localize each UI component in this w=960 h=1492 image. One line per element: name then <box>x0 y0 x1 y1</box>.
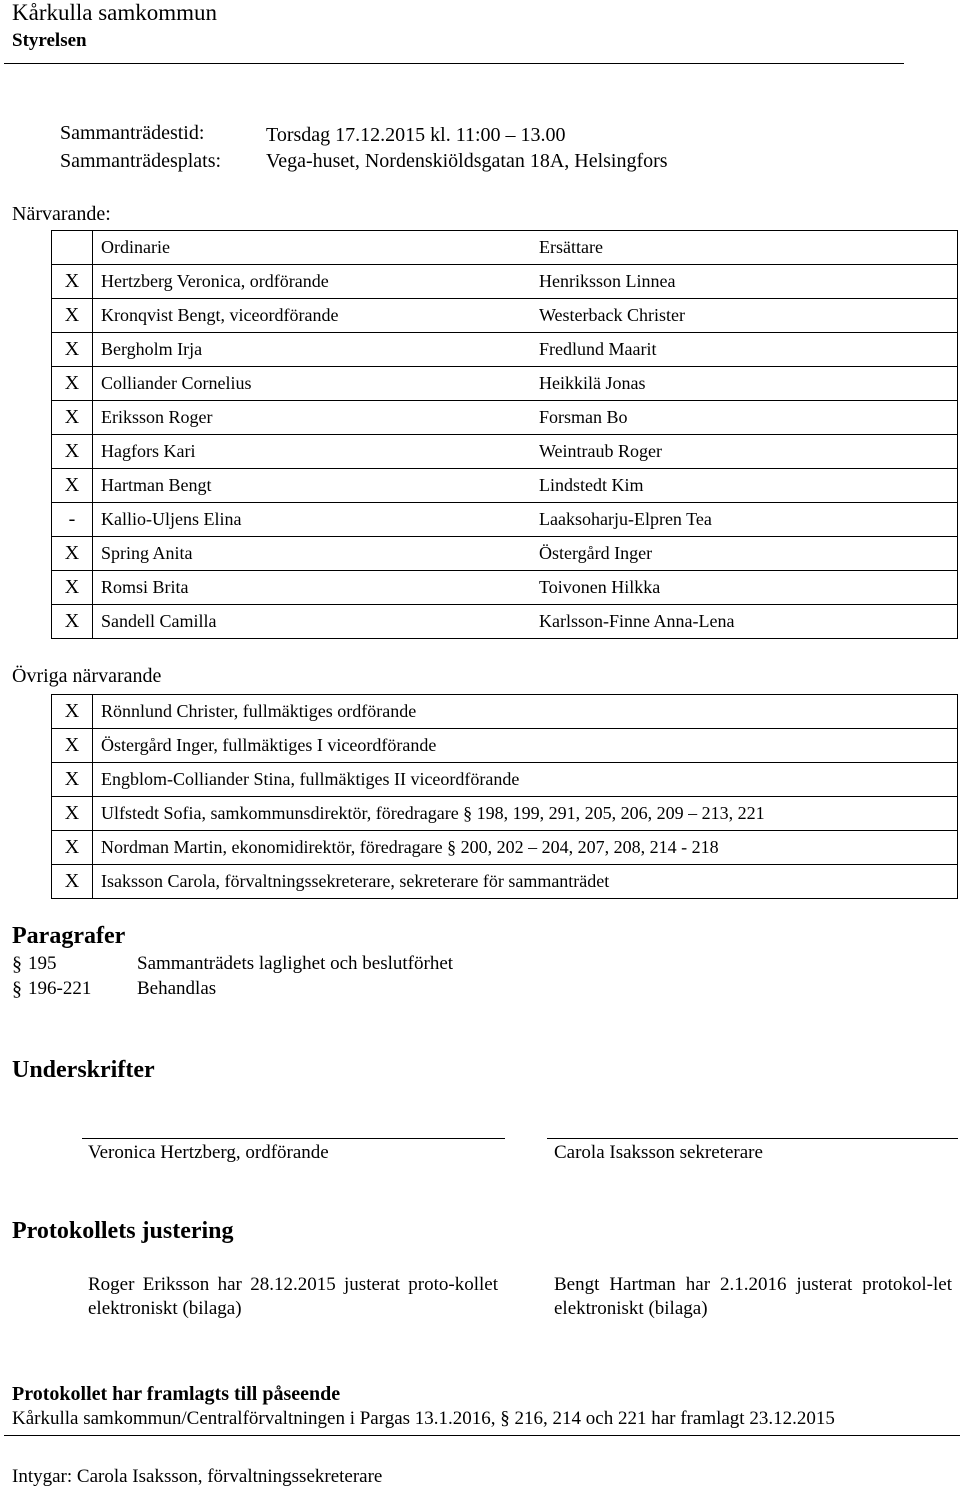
certification-text: Intygar: Carola Isaksson, förvaltningssekreterare <box>12 1466 383 1487</box>
display-text: Kårkulla samkommun/Centralförvaltningen i Pargas 13.1.2016, § 216, 214 och 221 har framlagt 23.12.2015 <box>12 1408 835 1429</box>
others-row <box>52 865 958 899</box>
attendance-row <box>52 265 958 299</box>
footer-divider <box>4 1435 960 1436</box>
attendance-row <box>52 571 958 605</box>
attendance-header-row <box>52 231 958 265</box>
signature-line-left <box>82 1138 505 1139</box>
meeting-place-value: Vega-huset, Nordenskiöldsgatan 18A, Helsingfors <box>266 150 668 172</box>
substitute-member: Östergård Inger <box>531 537 958 571</box>
board-name: Styrelsen <box>12 30 87 51</box>
others-row <box>52 831 958 865</box>
others-mark: X <box>52 831 93 865</box>
others-person: Nordman Martin, ekonomidirektör, föredragare § 200, 202 – 204, 207, 208, 214 - 218 <box>93 831 958 865</box>
ordinary-member: Bergholm Irja <box>93 333 532 367</box>
others-mark: X <box>52 797 93 831</box>
header-divider <box>4 63 904 64</box>
attendance-mark: X <box>52 367 93 401</box>
others-mark: X <box>52 763 93 797</box>
attendance-title: Närvarande: <box>12 203 111 225</box>
others-person: Östergård Inger, fullmäktiges I viceordförande <box>93 729 958 763</box>
substitute-member: Westerback Christer <box>531 299 958 333</box>
substitute-member: Weintraub Roger <box>531 435 958 469</box>
ordinary-member: Kallio-Uljens Elina <box>93 503 532 537</box>
attendance-row <box>52 537 958 571</box>
signatures-title: Underskrifter <box>12 1057 155 1083</box>
others-title: Övriga närvarande <box>12 665 162 687</box>
signature-line-right <box>547 1138 958 1139</box>
attendance-mark: X <box>52 401 93 435</box>
adjustment-title: Protokollets justering <box>12 1218 234 1244</box>
attendance-row <box>52 469 958 503</box>
meeting-place-label: Sammanträdesplats: <box>60 150 222 172</box>
substitute-member: Toivonen Hilkka <box>531 571 958 605</box>
ordinary-member: Colliander Cornelius <box>93 367 532 401</box>
substitute-member: Heikkilä Jonas <box>531 367 958 401</box>
substitute-member: Forsman Bo <box>531 401 958 435</box>
attendance-mark: X <box>52 435 93 469</box>
display-title: Protokollet har framlagts till påseende <box>12 1383 341 1405</box>
attendance-row <box>52 401 958 435</box>
ordinary-member: Spring Anita <box>93 537 532 571</box>
others-row <box>52 729 958 763</box>
others-row <box>52 763 958 797</box>
substitute-header: Ersättare <box>531 231 958 265</box>
ordinary-member: Sandell Camilla <box>93 605 532 639</box>
paragraph-number: 195 <box>28 953 57 974</box>
attendance-mark: - <box>52 503 93 537</box>
ordinary-member: Kronqvist Bengt, viceordförande <box>93 299 532 333</box>
others-person: Rönnlund Christer, fullmäktiges ordförande <box>93 695 958 729</box>
others-person: Ulfstedt Sofia, samkommunsdirektör, föredragare § 198, 199, 291, 205, 206, 209 – 213, 221 <box>93 797 958 831</box>
ordinary-member: Eriksson Roger <box>93 401 532 435</box>
paragraph-number: 196-221 <box>28 978 92 999</box>
attendance-mark: X <box>52 571 93 605</box>
signature-right: Carola Isaksson sekreterare <box>554 1142 763 1163</box>
attendance-mark: X <box>52 333 93 367</box>
ordinary-header: Ordinarie <box>93 231 532 265</box>
attendance-row <box>52 299 958 333</box>
attendance-mark: X <box>52 299 93 333</box>
ordinary-member: Hartman Bengt <box>93 469 532 503</box>
attendance-row <box>52 435 958 469</box>
others-mark: X <box>52 695 93 729</box>
attendance-row <box>52 605 958 639</box>
signature-left: Veronica Hertzberg, ordförande <box>88 1142 329 1163</box>
attendance-row <box>52 503 958 537</box>
adjustment-left: Roger Eriksson har 28.12.2015 justerat proto-kollet elektroniskt (bilaga) <box>88 1274 498 1319</box>
substitute-member: Lindstedt Kim <box>531 469 958 503</box>
ordinary-member: Hertzberg Veronica, ordförande <box>93 265 532 299</box>
paragraph-text: Behandlas <box>137 978 217 999</box>
organization-name: Kårkulla samkommun <box>12 0 218 25</box>
paragraph-sign: § <box>12 978 22 1000</box>
others-row <box>52 695 958 729</box>
others-person: Isaksson Carola, förvaltningssekreterare, sekreterare för sammanträdet <box>93 865 958 899</box>
others-mark: X <box>52 865 93 899</box>
others-table <box>51 694 958 899</box>
meeting-time-label: Sammanträdestid: <box>60 122 205 144</box>
adjustment-right: Bengt Hartman har 2.1.2016 justerat protokol-let elektroniskt (bilaga) <box>554 1274 952 1319</box>
attendance-table <box>51 230 958 639</box>
attendance-mark: X <box>52 469 93 503</box>
attendance-mark: X <box>52 537 93 571</box>
substitute-member: Henriksson Linnea <box>531 265 958 299</box>
mark-header-cell <box>52 231 93 265</box>
others-row <box>52 797 958 831</box>
ordinary-member: Hagfors Kari <box>93 435 532 469</box>
attendance-mark: X <box>52 265 93 299</box>
paragraphs-title: Paragrafer <box>12 923 126 949</box>
meeting-time-value: Torsdag 17.12.2015 kl. 11:00 – 13.00 <box>266 124 566 146</box>
paragraph-text: Sammanträdets laglighet och beslutförhet <box>137 953 454 974</box>
paragraph-sign: § <box>12 953 22 975</box>
attendance-row <box>52 333 958 367</box>
attendance-row <box>52 367 958 401</box>
attendance-mark: X <box>52 605 93 639</box>
substitute-member: Fredlund Maarit <box>531 333 958 367</box>
substitute-member: Laaksoharju-Elpren Tea <box>531 503 958 537</box>
substitute-member: Karlsson-Finne Anna-Lena <box>531 605 958 639</box>
others-person: Engblom-Colliander Stina, fullmäktiges II viceordförande <box>93 763 958 797</box>
ordinary-member: Romsi Brita <box>93 571 532 605</box>
others-mark: X <box>52 729 93 763</box>
